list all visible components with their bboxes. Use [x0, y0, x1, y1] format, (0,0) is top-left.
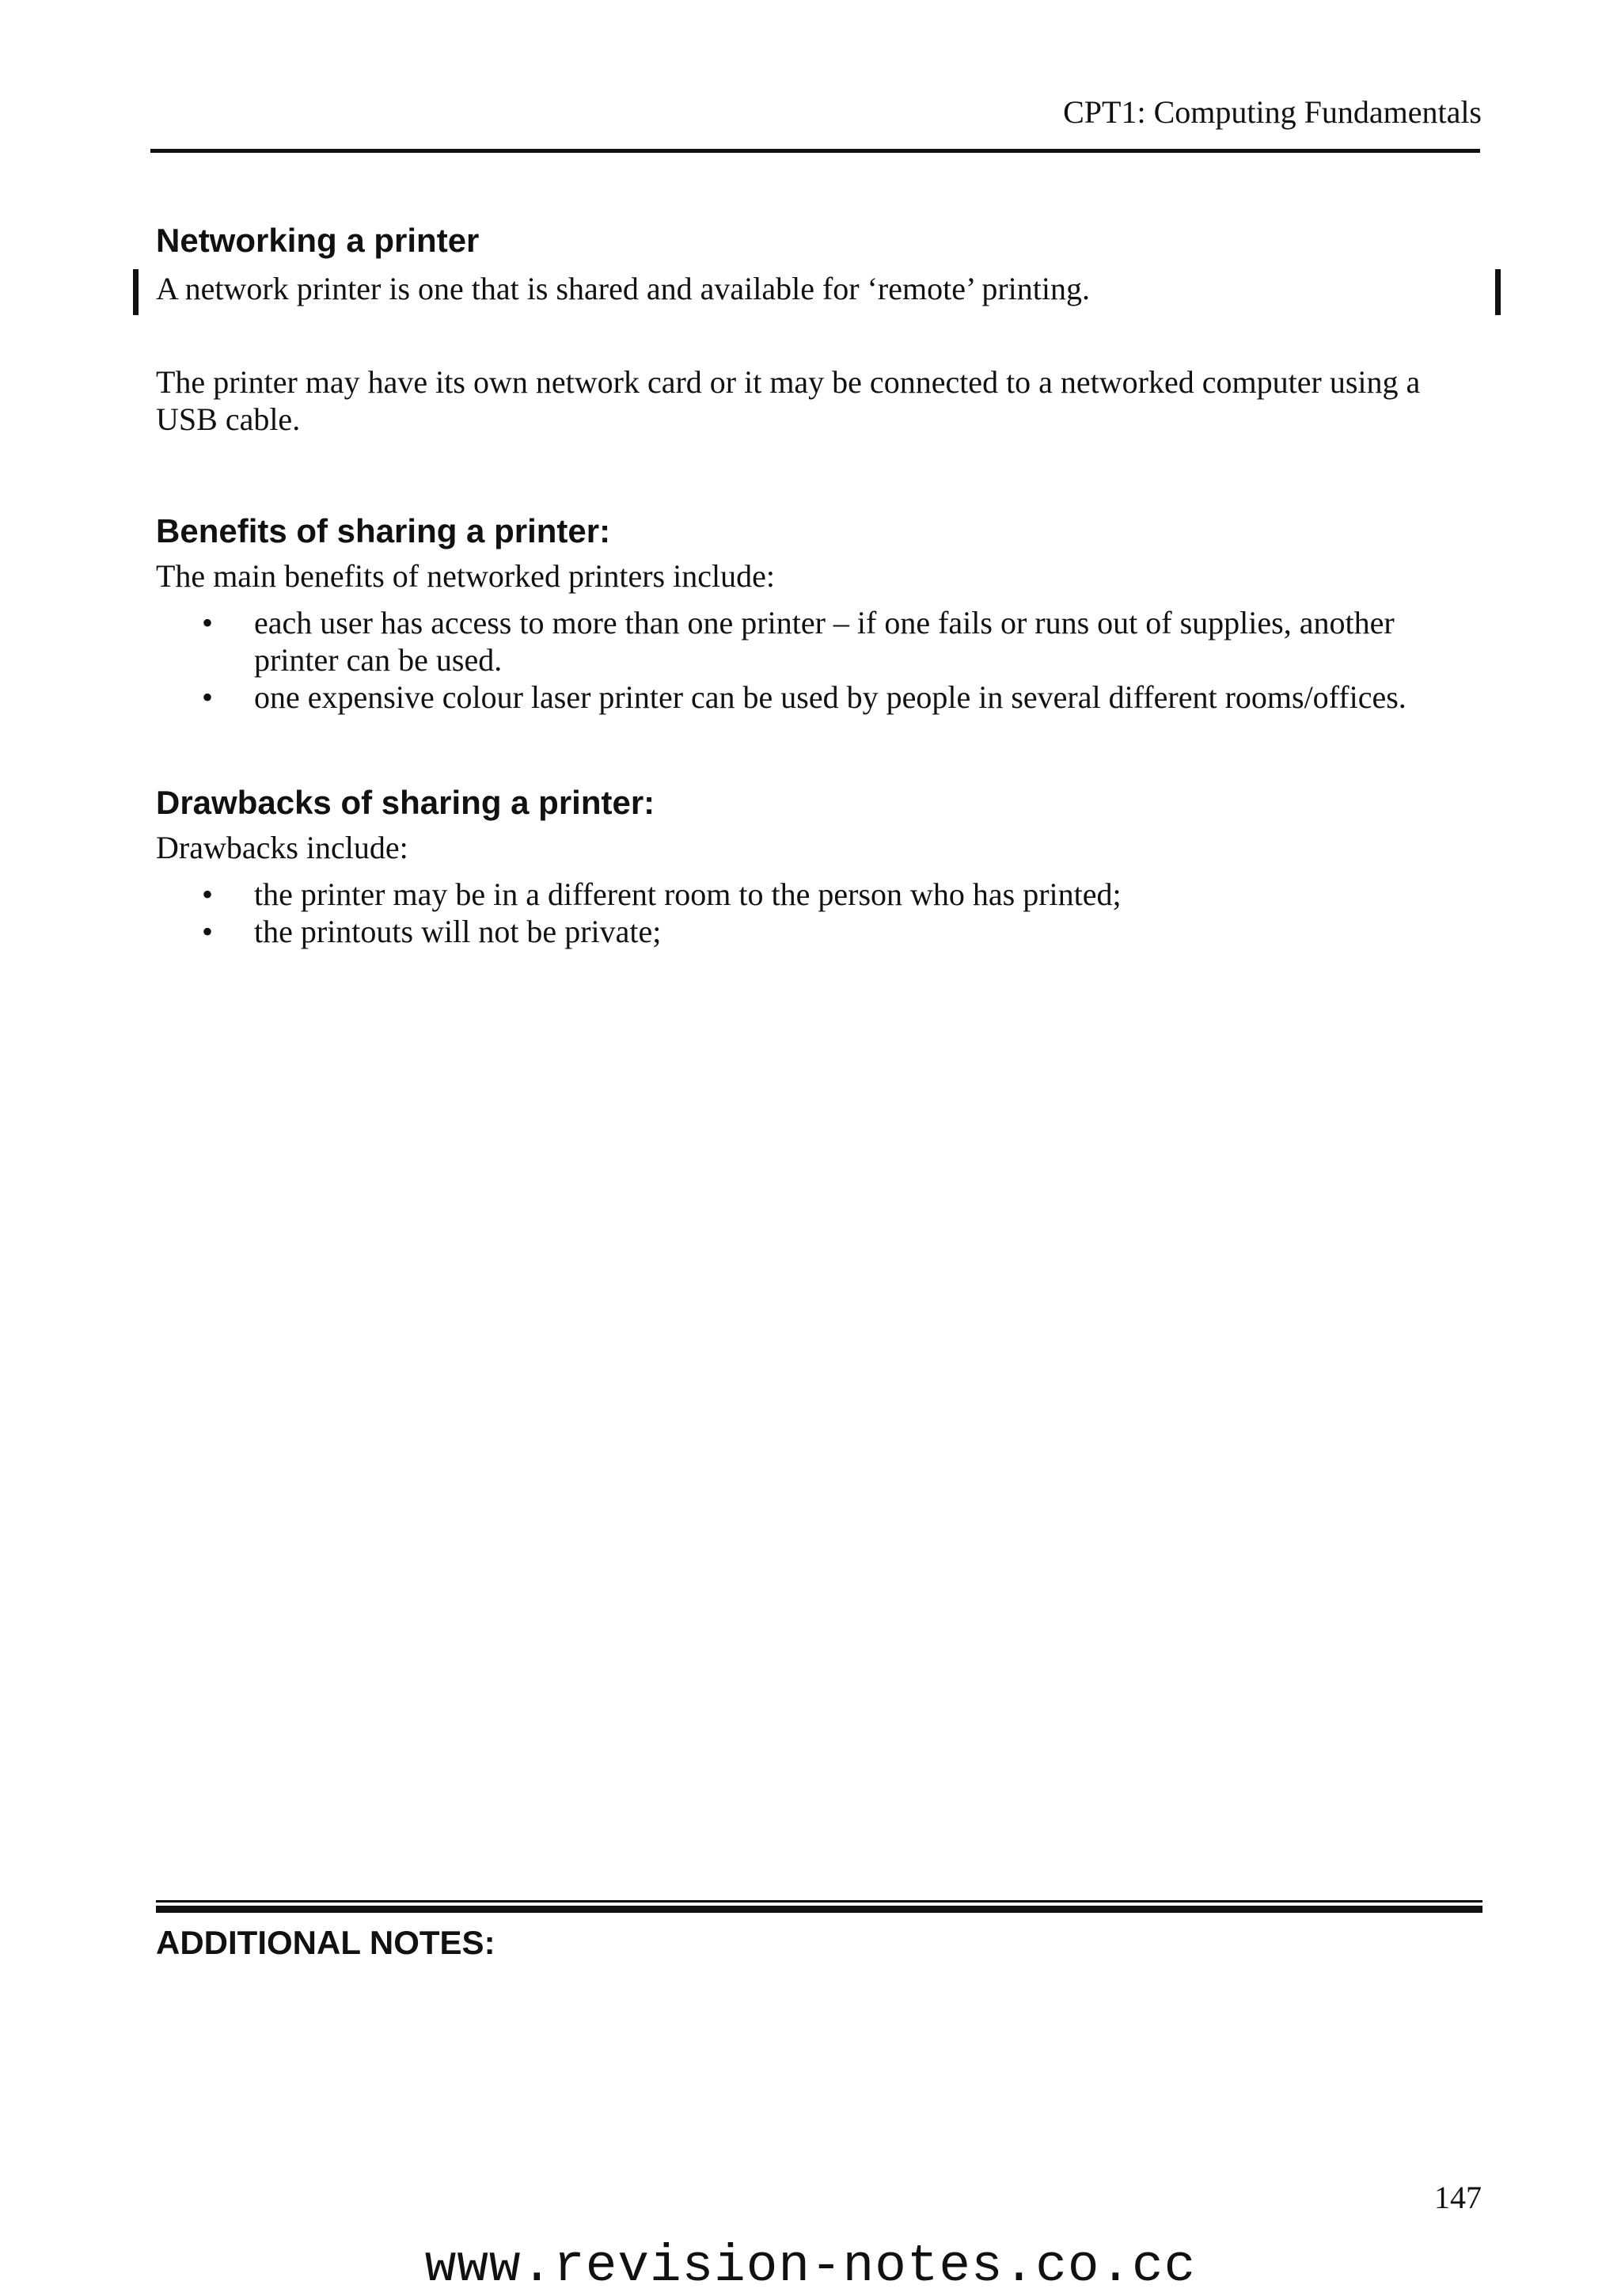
benefit-item-1-line-1: each user has access to more than one printer – if one fails or runs out of supplies, another	[254, 605, 1395, 641]
watermark-url: www.revision-notes.co.cc	[424, 2237, 1197, 2296]
drawbacks-intro: Drawbacks include:	[156, 830, 408, 865]
benefit-item-2-line-1: one expensive colour laser printer can be used by people in several different rooms/offices.	[254, 679, 1407, 715]
drawback-item-2: the printouts will not be private;	[254, 914, 662, 949]
benefits-intro: The main benefits of networked printers include:	[156, 558, 775, 594]
bullet-icon: •	[202, 605, 214, 641]
networking-paragraph-2-line-2: USB cable.	[156, 401, 301, 437]
page-number: 147	[1434, 2180, 1482, 2215]
list-item	[156, 876, 1122, 913]
list-item	[156, 679, 1407, 716]
section-heading-networking: Networking a printer	[156, 222, 480, 259]
list-item	[156, 604, 1407, 679]
notes-rule-thick	[156, 1906, 1482, 1913]
change-bar-left	[133, 269, 139, 315]
benefits-list	[156, 604, 1407, 716]
section-heading-drawbacks: Drawbacks of sharing a printer:	[156, 784, 655, 821]
networking-paragraph-2-line-1: The printer may have its own network card or it may be connected to a networked computer using a	[156, 364, 1421, 400]
additional-notes-heading: ADDITIONAL NOTES:	[156, 1924, 495, 1961]
bullet-icon: •	[202, 914, 214, 949]
networking-paragraph-1: A network printer is one that is shared and available for ‘remote’ printing.	[156, 271, 1090, 306]
drawbacks-list	[156, 876, 1122, 950]
drawback-item-1: the printer may be in a different room to the person who has printed;	[254, 876, 1122, 912]
bullet-icon: •	[202, 876, 214, 912]
section-heading-benefits: Benefits of sharing a printer:	[156, 512, 611, 549]
benefit-item-1-line-2: printer can be used.	[254, 642, 503, 678]
list-item	[156, 913, 1122, 950]
notes-rule-thin	[156, 1900, 1482, 1903]
change-bar-right	[1495, 269, 1501, 315]
running-header: CPT1: Computing Fundamentals	[1063, 94, 1482, 130]
header-rule	[150, 149, 1480, 153]
bullet-icon: •	[202, 679, 214, 715]
